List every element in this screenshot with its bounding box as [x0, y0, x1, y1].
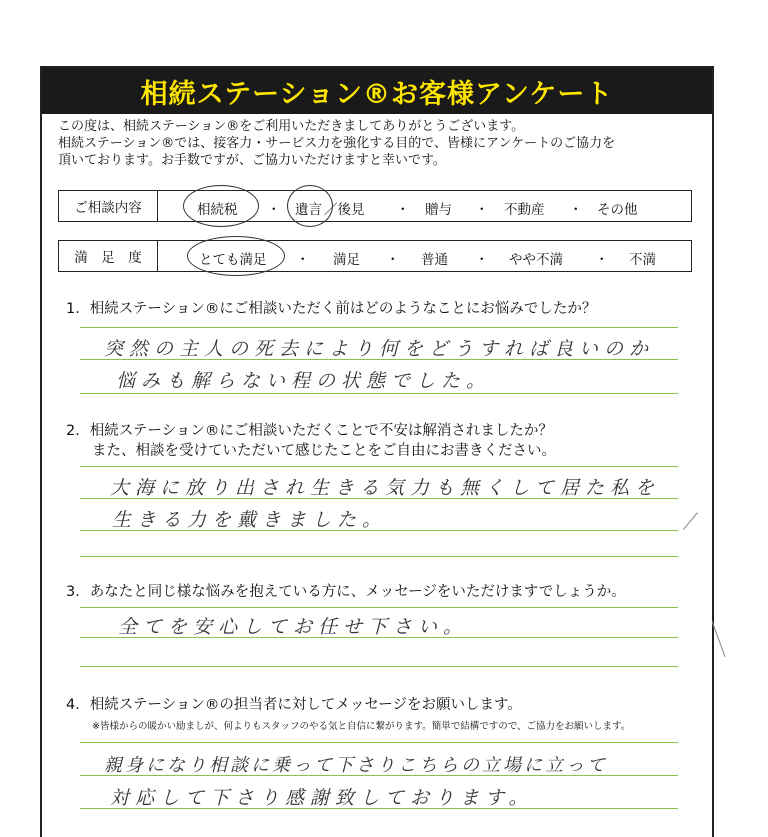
question-4: 4．相続ステーション®の担当者に対してメッセージをお願いします。: [66, 697, 522, 713]
question-4-note: ※皆様からの暖かい励ましが、何よりもスタッフのやる気と自信に繋がります。簡単で結構ですので、ご協力をお願いします。: [92, 721, 631, 732]
consult-option-zouyo[interactable]: 贈与: [425, 202, 452, 218]
answer-2-line-1: 大海に放り出され生きる気力も無くして居た私を: [110, 477, 661, 499]
consult-box: [58, 190, 692, 222]
separator: ・: [475, 202, 489, 218]
separator: ・: [569, 202, 583, 218]
survey-header: [42, 68, 712, 114]
answer-line: [80, 466, 678, 467]
question-1: 1．相続ステーション®にご相談いただく前はどのようなことにお悩みでしたか？: [66, 301, 597, 317]
satisfaction-box: [58, 240, 692, 272]
answer-1-line-2: 悩みも解らない程の状態でした。: [116, 370, 492, 392]
separator: ・: [267, 202, 281, 218]
survey-title: 相続ステーション®お客様アンケート: [140, 78, 614, 110]
consult-option-souzokuzei[interactable]: 相続税: [197, 202, 238, 218]
separator: ・: [396, 202, 410, 218]
intro-line: この度は、相続ステーション®をご利用いただきましてありがとうございます。: [58, 119, 525, 134]
answer-line: [80, 666, 678, 667]
answer-4-line-2: 対応して下さり感謝致しております。: [110, 787, 534, 809]
selection-circle: [183, 185, 259, 227]
question-3: 3．あなたと同じ様な悩みを抱えている方に、メッセージをいただけますでしょうか。: [66, 584, 626, 600]
consult-option-kouken[interactable]: ／後見: [324, 202, 365, 218]
separator: ・: [595, 252, 609, 268]
consult-option-fudousan[interactable]: 不動産: [504, 202, 545, 218]
satisfaction-option-dissatisfied[interactable]: 不満: [629, 252, 656, 268]
question-2-sub: また、相談を受けていただいて感じたことをご自由にお書きください。: [92, 443, 556, 459]
satisfaction-option-somewhat-dissatisfied[interactable]: やや不満: [509, 252, 563, 268]
separator: ・: [475, 252, 489, 268]
satisfaction-label: 満 足 度: [59, 241, 158, 271]
answer-2-line-2: 生きる力を戴きました。: [112, 509, 388, 531]
satisfaction-option-satisfied[interactable]: 満足: [333, 252, 360, 268]
intro-text: [58, 118, 708, 169]
satisfaction-option-normal[interactable]: 普通: [421, 252, 448, 268]
intro-line: 相続ステーション®では、接客力・サービス力を強化する目的で、皆様にアンケートのご協力を: [58, 136, 616, 151]
answer-1-line-1: 突然の主人の死去により何をどうすれば良いのか: [104, 338, 655, 360]
separator: ・: [296, 252, 310, 268]
answer-line: [80, 393, 678, 394]
consult-label: ご相談内容: [59, 191, 158, 221]
question-2: 2．相続ステーション®にご相談いただくことで不安は解消されましたか？: [66, 423, 553, 439]
selection-circle: [287, 185, 333, 227]
answer-line: [80, 607, 678, 608]
selection-circle: [187, 236, 285, 276]
answer-line: [80, 327, 678, 328]
intro-line: 頂いております。お手数ですが、ご協力いただけますと幸いです。: [58, 153, 446, 168]
answer-3-line-1: 全てを安心してお任せ下さい。: [118, 616, 469, 638]
consult-option-yuigon[interactable]: 遺言: [295, 202, 322, 218]
answer-line: [80, 742, 678, 743]
satisfaction-option-very-satisfied[interactable]: とても満足: [199, 252, 267, 268]
answer-line: [80, 556, 678, 557]
consult-option-sonota[interactable]: その他: [597, 202, 638, 218]
separator: ・: [386, 252, 400, 268]
answer-4-line-1: 親身になり相談に乗って下さりこちらの立場に立って: [104, 755, 608, 776]
